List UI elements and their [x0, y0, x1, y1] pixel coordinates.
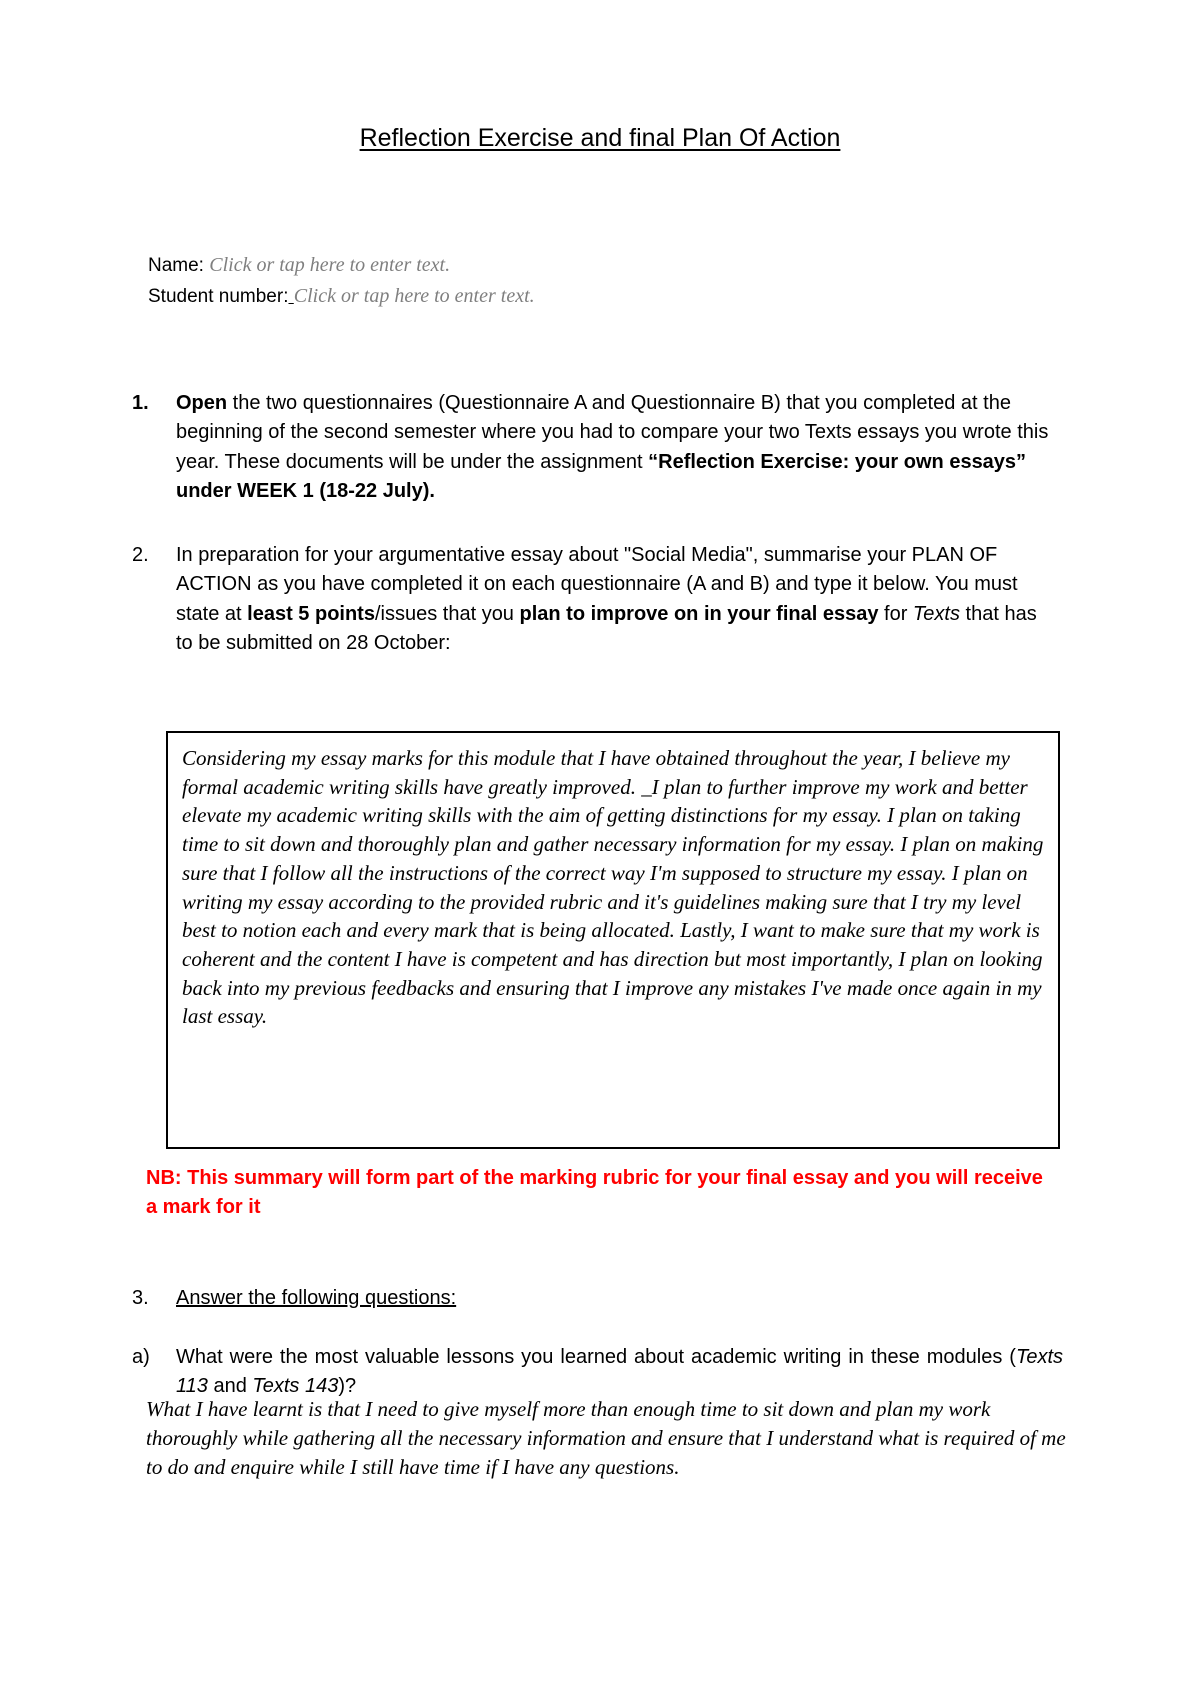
item-3-number: 3. [132, 1287, 149, 1309]
item-2-bold-plan: plan to improve on in your final essay [519, 602, 879, 625]
item-2-body-c: for [878, 602, 913, 625]
plan-answer-text[interactable]: Considering my essay marks for this module that I have obtained throughout the year, I believe my formal academic writing skills have greatly improved. _I plan to further improve my work and better elevate my academic writing skills with the aim of getting distinctions for my essay. I plan on taking time to sit down and thoroughly plan and gather necessary information for my essay. I plan on making sure that I follow all the instructions of the correct way I'm supposed to structure my essay. I plan on writing my essay according to the provided rubric and it's guidelines making sure that I try my level best to notion each and every mark that is being allocated. Lastly, I want to make sure that my work is coherent and the content I have is competent and has direction but most importantly, I plan on looking back into my previous feedbacks and ensuring that I improve any mistakes I've made once again in my last essay. [182, 746, 1044, 1029]
item-1-assignment: “Reflection Exercise: your own essays” under WEEK 1 (18-22 July). [176, 450, 1027, 502]
item-3-heading: Answer the following questions: [176, 1287, 457, 1309]
student-number-label: Student number: [148, 286, 289, 307]
name-input[interactable]: Click or tap here to enter text. [209, 254, 451, 276]
question-a-body-c: )? [338, 1375, 357, 1398]
question-a-body-a: What were the most valuable lessons you learned about academic writing in these modules ( [176, 1346, 1016, 1368]
question-a-label: a) [132, 1346, 150, 1368]
item-2-texts: Texts [912, 602, 960, 625]
item-2-body-a: In preparation for your argumentative essay about "Social Media", summarise your PLAN OF ACTION as you have completed it on each questionnaire (A and B) and type it below. You must state at [176, 544, 1018, 625]
item-1-open: Open [176, 392, 228, 414]
name-field [148, 250, 450, 281]
question-a-texts-143: Texts 143 [252, 1375, 339, 1398]
question-a-text [176, 1343, 1063, 1402]
answer-a-text[interactable]: What I have learnt is that I need to give myself more than enough time to sit down and plan my work thoroughly while gathering all the necessary information and ensure that I understand what is required of me to do and enquire while I still have time if I have any questions. [146, 1397, 1066, 1479]
item-1-text [176, 389, 1068, 506]
item-2-number: 2. [132, 544, 149, 566]
item-2-bold-points: least 5 points [247, 602, 375, 625]
name-label: Name: [148, 255, 210, 276]
item-2-body-d: that has to be submitted on 28 October: [176, 602, 1037, 654]
marking-note: NB: This summary will form part of the marking rubric for your final essay and you will receive a mark for it [146, 1167, 1043, 1218]
student-number-field [148, 281, 535, 312]
item-2-body-b: /issues that you [374, 602, 520, 625]
question-a-texts-113: Texts 113 [176, 1346, 1063, 1398]
student-number-input[interactable]: Click or tap here to enter text. [293, 285, 535, 307]
page-title: Reflection Exercise and final Plan Of Action [359, 124, 841, 152]
item-1-number: 1. [132, 392, 149, 414]
question-a-body-b: and [207, 1375, 253, 1398]
item-2-text [176, 541, 1056, 658]
item-1-body: the two questionnaires (Questionnaire A and Questionnaire B) that you completed at the beginning of the second semester where you had to compare your two Texts essays you wrote this year. These documents will be under the assignment [176, 392, 1049, 473]
